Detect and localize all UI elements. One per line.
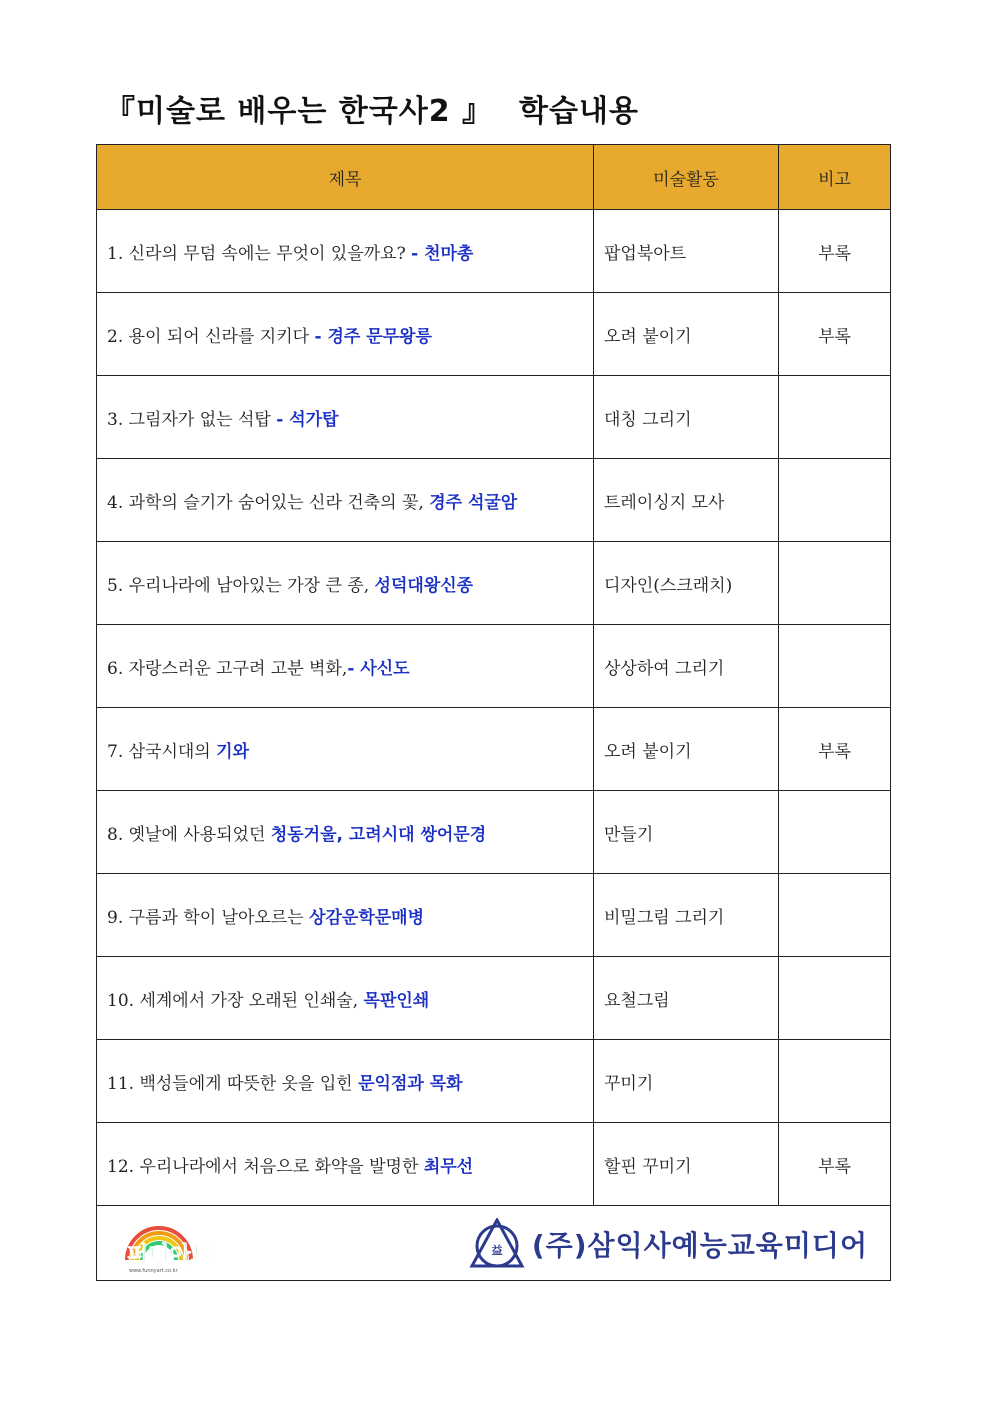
row-activity: 상상하여 그리기 (594, 625, 779, 708)
header-note: 비고 (779, 145, 891, 210)
row-title-text: 1. 신라의 무덤 속에는 무엇이 있을까요? (107, 243, 412, 264)
row-activity: 꾸미기 (594, 1040, 779, 1123)
row-title (97, 459, 594, 542)
row-title-highlight: 청동거울, 고려시대 쌍어문경 (270, 824, 487, 845)
row-title-text: 4. 과학의 슬기가 숨어있는 신라 건축의 꽃, (107, 492, 430, 513)
row-title-highlight: 성덕대왕신종 (374, 575, 474, 596)
table-row (97, 542, 891, 625)
row-title-highlight: - 천마총 (411, 243, 474, 264)
table-row (97, 210, 891, 293)
table-header-row (97, 145, 891, 210)
row-note (779, 1040, 891, 1123)
row-title (97, 210, 594, 293)
row-title-text: 10. 세계에서 가장 오래된 인쇄술, (107, 990, 364, 1011)
row-title-text: 7. 삼국시대의 (107, 741, 217, 762)
row-activity: 만들기 (594, 791, 779, 874)
row-title-text: 9. 구름과 학이 날아오르는 (107, 907, 310, 928)
header-title: 제목 (97, 145, 594, 210)
row-note: 부록 (779, 1123, 891, 1206)
row-activity: 할핀 꾸미기 (594, 1123, 779, 1206)
row-activity: 요철그림 (594, 957, 779, 1040)
page-title (105, 86, 639, 130)
table-row (97, 459, 891, 542)
row-note: 부록 (779, 293, 891, 376)
funnyart-logo (119, 1216, 249, 1274)
row-activity: 비밀그림 그리기 (594, 874, 779, 957)
row-title-text: 11. 백성들에게 따뜻한 옷을 입힌 (107, 1073, 359, 1094)
row-title (97, 791, 594, 874)
row-title-highlight: - 사신도 (347, 658, 410, 679)
row-title-highlight: - 석가탑 (276, 409, 339, 430)
row-note: 부록 (779, 708, 891, 791)
page-subtitle: 학습내용 (519, 94, 639, 129)
row-title-highlight: 문익점과 목화 (358, 1073, 463, 1094)
row-note (779, 376, 891, 459)
curriculum-table (96, 144, 891, 1281)
funnyart-logo-text: 퍼니아트 (127, 1243, 213, 1268)
table-row (97, 376, 891, 459)
row-title (97, 542, 594, 625)
header-activity: 미술활동 (594, 145, 779, 210)
table-row (97, 874, 891, 957)
row-title-text: 12. 우리나라에서 처음으로 화약을 발명한 (107, 1156, 424, 1177)
row-title (97, 874, 594, 957)
row-title-highlight: 경주 석굴암 (429, 492, 518, 513)
row-title-highlight: 기와 (216, 741, 249, 762)
row-note (779, 542, 891, 625)
row-title-text: 5. 우리나라에 남아있는 가장 큰 종, (107, 575, 375, 596)
row-title-highlight: 상감운학문매병 (309, 907, 425, 928)
row-title-highlight: - 경주 문무왕릉 (314, 326, 432, 347)
row-title-text: 6. 자랑스러운 고구려 고분 벽화, (107, 658, 348, 679)
row-activity: 팝업북아트 (594, 210, 779, 293)
samik-logo (468, 1218, 868, 1270)
row-activity: 오려 붙이기 (594, 293, 779, 376)
row-activity: 트레이싱지 모사 (594, 459, 779, 542)
row-title (97, 708, 594, 791)
row-title (97, 625, 594, 708)
row-activity: 디자인(스크래치) (594, 542, 779, 625)
row-title (97, 1123, 594, 1206)
row-note: 부록 (779, 210, 891, 293)
table-row (97, 791, 891, 874)
row-note (779, 874, 891, 957)
row-note (779, 459, 891, 542)
book-title: 『미술로 배우는 한국사2 』 (105, 94, 494, 129)
row-note (779, 957, 891, 1040)
row-note (779, 625, 891, 708)
row-title-text: 8. 옛날에 사용되었던 (107, 824, 271, 845)
row-title-highlight: 목판인쇄 (363, 990, 430, 1011)
row-title-text: 2. 용이 되어 신라를 지키다 (107, 326, 315, 347)
table-row (97, 708, 891, 791)
table-row (97, 957, 891, 1040)
samik-emblem-mark: 益 (491, 1244, 503, 1257)
row-activity: 오려 붙이기 (594, 708, 779, 791)
company-name: (주)삼익사예능교육미디어 (531, 1229, 868, 1262)
row-title-text: 3. 그림자가 없는 석탑 (107, 409, 277, 430)
table-row (97, 1123, 891, 1206)
row-title (97, 957, 594, 1040)
row-title (97, 293, 594, 376)
table-row (97, 293, 891, 376)
row-note (779, 791, 891, 874)
table-row (97, 1040, 891, 1123)
samik-emblem-icon (468, 1218, 526, 1270)
row-title (97, 376, 594, 459)
footer-cell (97, 1206, 891, 1281)
table-row (97, 625, 891, 708)
funnyart-logo-url: www.funnyart.co.kr (129, 1268, 178, 1274)
row-title-highlight: 최무선 (423, 1156, 474, 1177)
row-activity: 대칭 그리기 (594, 376, 779, 459)
footer-row (97, 1206, 891, 1281)
row-title (97, 1040, 594, 1123)
